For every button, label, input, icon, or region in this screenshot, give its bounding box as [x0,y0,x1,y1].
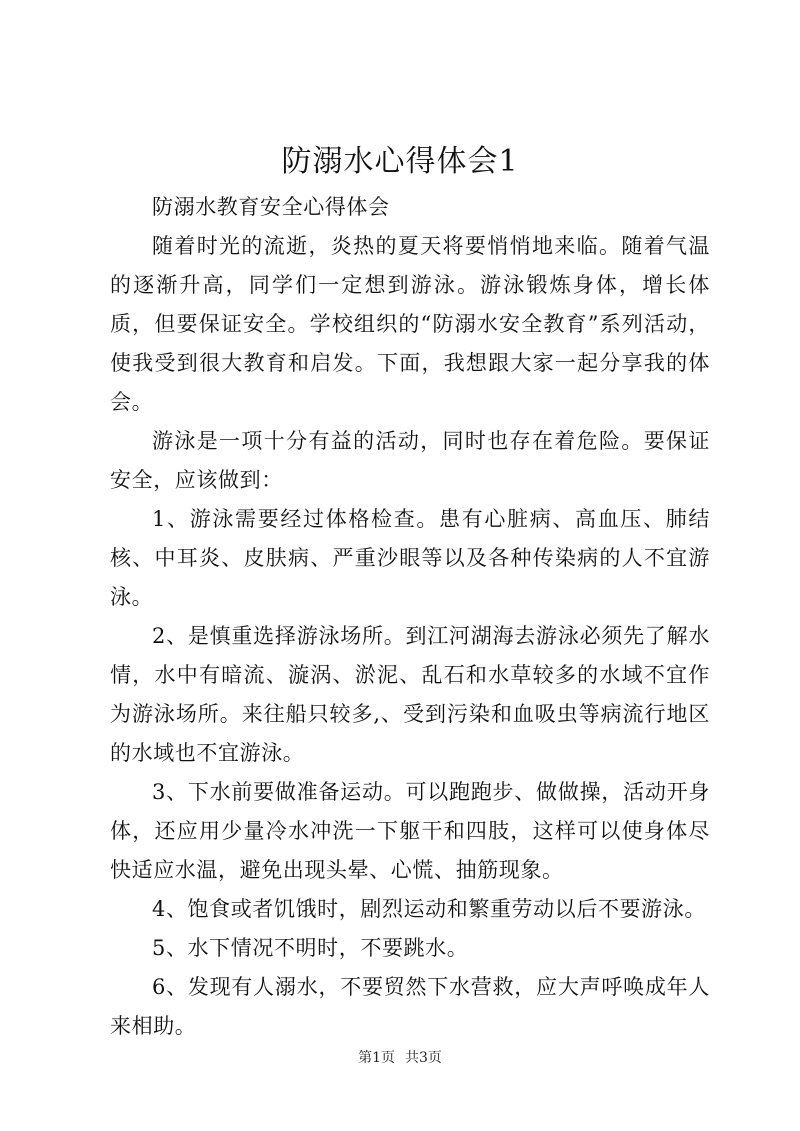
page-total: 共3页 [405,1050,442,1066]
page-footer [0,1048,800,1068]
document-body [110,188,710,1046]
paragraph-safety-lead: 游泳是一项十分有益的活动，同时也存在着危险。要保证安全，应该做到： [110,429,710,492]
document-title: 防溺水心得体会1 [281,144,519,179]
paragraph-item-6: 6、发现有人溺水，不要贸然下水营救，应大声呼唤成年人来相助。 [110,975,710,1038]
paragraph-item-2: 2、是慎重选择游泳场所。到江河湖海去游泳必须先了解水情，水中有暗流、漩涡、淤泥、乱石和水草较多的水域不宜作为游泳场所。来往船只较多,、受到污染和血吸虫等病流行地区的水域也不宜游泳。 [110,624,710,765]
paragraph-item-4: 4、饱食或者饥饿时，剧烈运动和繁重劳动以后不要游泳。 [152,897,706,921]
page-number: 第1页 [358,1050,395,1066]
paragraph-item-3: 3、下水前要做准备运动。可以跑跑步、做做操，活动开身体，还应用少量冷水冲洗一下躯干和四肢，这样可以使身体尽快适应水温，避免出现头晕、心慌、抽筋现象。 [110,780,710,882]
document-subtitle: 防溺水教育安全心得体会 [152,195,390,219]
paragraph-intro: 随着时光的流逝，炎热的夏天将要悄悄地来临。随着气温的逐渐升高，同学们一定想到游泳。游泳锻炼身体，增长体质，但要保证安全。学校组织的“防溺水安全教育”系列活动，使我受到很大教育和启发。下面，我想跟大家一起分享我的体会。 [110,234,710,414]
paragraph-item-1: 1、游泳需要经过体格检查。患有心脏病、高血压、肺结核、中耳炎、皮肤病、严重沙眼等以及各种传染病的人不宜游泳。 [110,507,710,609]
paragraph-item-5: 5、水下情况不明时，不要跳水。 [152,936,469,960]
